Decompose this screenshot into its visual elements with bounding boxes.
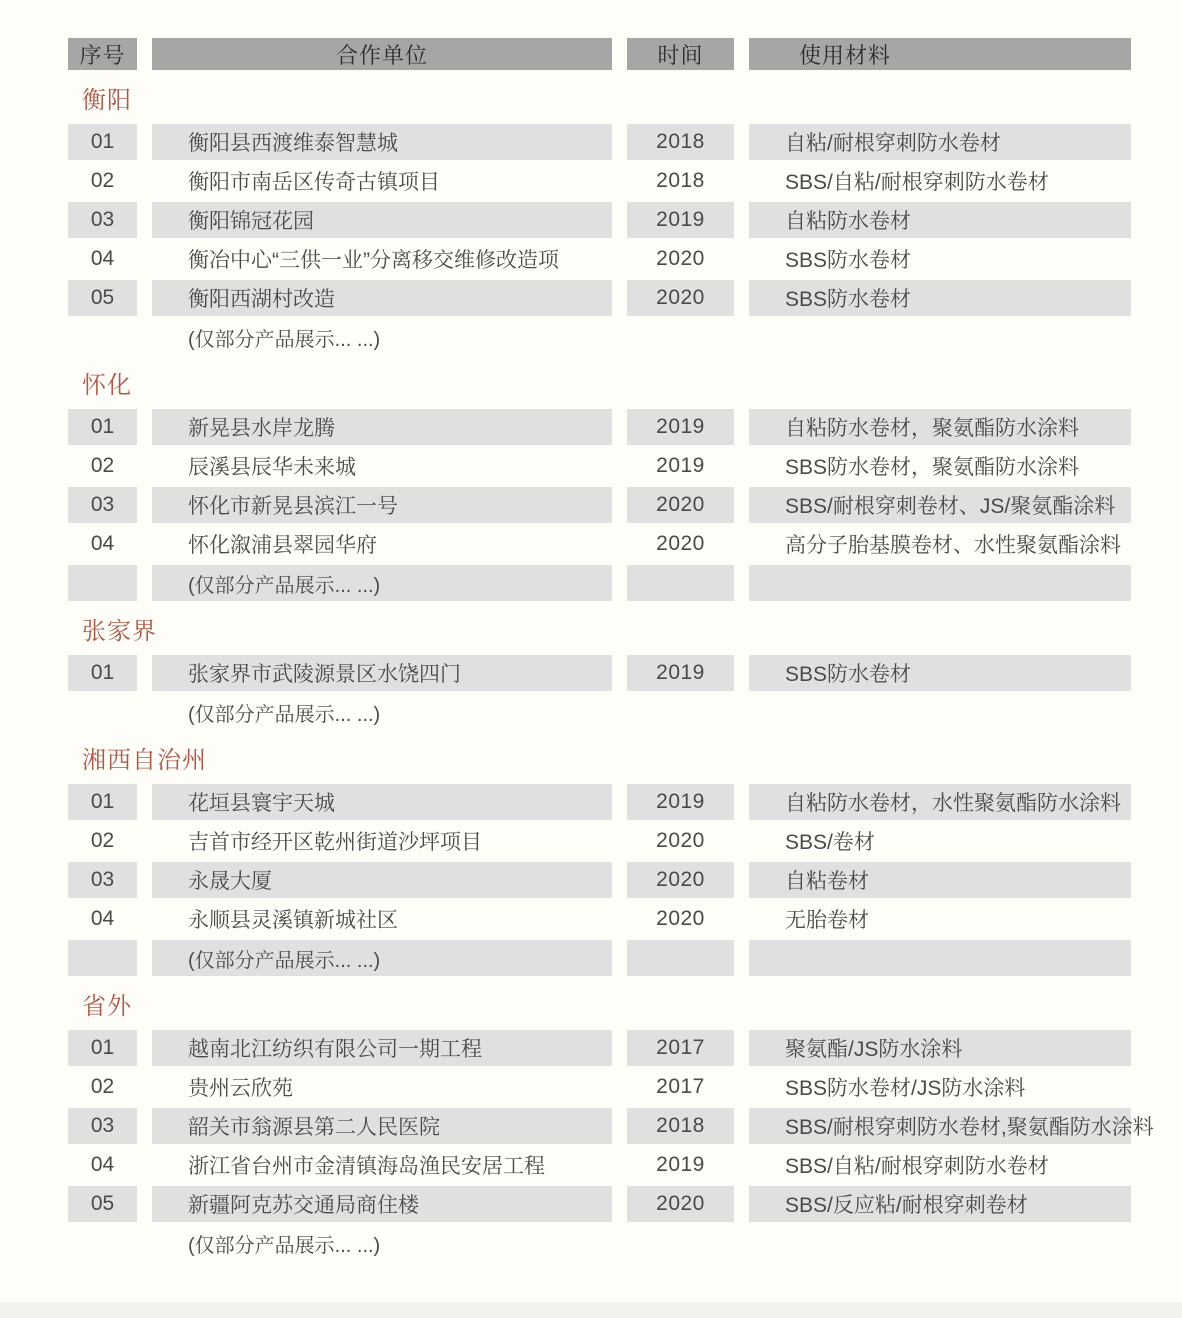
row-material xyxy=(749,1225,1131,1261)
row-name: 怀化市新晃县滨江一号 xyxy=(152,487,612,523)
row-material xyxy=(749,565,1131,601)
note-row xyxy=(68,1225,1141,1261)
section-rows xyxy=(68,784,1141,976)
row-year: 2020 xyxy=(656,247,705,270)
row-name: 衡阳西湖村改造 xyxy=(152,280,612,316)
row-no: 02 xyxy=(90,1075,115,1098)
row-name: 新疆阿克苏交通局商住楼 xyxy=(152,1186,612,1222)
row-no: 02 xyxy=(90,454,115,477)
row-year: 2018 xyxy=(627,1108,734,1144)
row-name: (仅部分产品展示... ...) xyxy=(188,1234,381,1257)
row-year: 2017 xyxy=(627,1030,734,1066)
row-year xyxy=(627,1225,734,1261)
row-year: 2020 xyxy=(656,532,705,555)
table-row xyxy=(68,124,1141,160)
row-no: 01 xyxy=(68,655,137,691)
table-row xyxy=(68,202,1141,238)
row-material: SBS/自粘/耐根穿刺防水卷材 xyxy=(785,171,1049,194)
row-name: 张家界市武陵源景区水饶四门 xyxy=(152,655,612,691)
table-row xyxy=(68,1147,1141,1183)
table-row xyxy=(68,784,1141,820)
row-year: 2020 xyxy=(627,280,734,316)
section-title: 省外 xyxy=(82,993,132,1020)
row-name: 新晃县水岸龙腾 xyxy=(152,409,612,445)
row-material: 自粘防水卷材，水性聚氨酯防水涂料 xyxy=(749,784,1131,820)
table-row xyxy=(68,655,1141,691)
row-no: 02 xyxy=(90,829,115,852)
row-name: 永顺县灵溪镇新城社区 xyxy=(188,909,398,932)
row-material: 无胎卷材 xyxy=(785,909,869,932)
note-row xyxy=(68,565,1141,601)
row-name: 吉首市经开区乾州街道沙坪项目 xyxy=(188,831,482,854)
note-row xyxy=(68,940,1141,976)
table-row xyxy=(68,487,1141,523)
row-material xyxy=(749,694,1131,730)
table-header-row xyxy=(68,38,1141,70)
row-no: 01 xyxy=(68,124,137,160)
row-material: SBS防水卷材 xyxy=(749,655,1131,691)
row-year: 2018 xyxy=(656,169,705,192)
row-material: 自粘防水卷材，聚氨酯防水涂料 xyxy=(749,409,1131,445)
row-year: 2019 xyxy=(656,1153,705,1176)
table-row xyxy=(68,1186,1141,1222)
row-name: 辰溪县辰华未来城 xyxy=(188,456,356,479)
section-rows xyxy=(68,409,1141,601)
note-row xyxy=(68,694,1141,730)
table-row xyxy=(68,862,1141,898)
row-name: 贵州云欣苑 xyxy=(188,1077,293,1100)
row-year: 2020 xyxy=(656,907,705,930)
note-row xyxy=(68,319,1141,355)
row-name: (仅部分产品展示... ...) xyxy=(152,940,612,976)
row-no: 01 xyxy=(68,1030,137,1066)
table-row xyxy=(68,280,1141,316)
row-no xyxy=(68,1225,137,1261)
row-material: SBS/卷材 xyxy=(785,831,875,854)
row-no: 03 xyxy=(68,487,137,523)
row-name: 永晟大厦 xyxy=(152,862,612,898)
row-no: 04 xyxy=(90,1153,115,1176)
row-name: (仅部分产品展示... ...) xyxy=(188,328,381,351)
table-row xyxy=(68,241,1141,277)
row-name: (仅部分产品展示... ...) xyxy=(152,565,612,601)
row-year: 2019 xyxy=(627,202,734,238)
header-cell-number: 序号 xyxy=(68,38,137,70)
row-no xyxy=(68,940,137,976)
row-year xyxy=(627,940,734,976)
table-row xyxy=(68,1069,1141,1105)
row-no: 05 xyxy=(68,280,137,316)
row-year: 2017 xyxy=(656,1075,705,1098)
row-year: 2020 xyxy=(627,1186,734,1222)
row-year: 2019 xyxy=(656,454,705,477)
row-material: SBS防水卷材/JS防水涂料 xyxy=(785,1077,1026,1100)
row-name: 衡阳市南岳区传奇古镇项目 xyxy=(188,171,440,194)
table-row xyxy=(68,448,1141,484)
table-row xyxy=(68,823,1141,859)
row-material: SBS防水卷材 xyxy=(785,249,912,272)
row-name: 浙江省台州市金清镇海岛渔民安居工程 xyxy=(188,1155,545,1178)
row-no: 01 xyxy=(68,409,137,445)
row-year: 2020 xyxy=(627,487,734,523)
row-no: 04 xyxy=(90,907,115,930)
row-material: 自粘防水卷材 xyxy=(749,202,1131,238)
section-rows xyxy=(68,655,1141,730)
section-title: 张家界 xyxy=(82,618,157,645)
row-no: 01 xyxy=(68,784,137,820)
row-name: 衡阳锦冠花园 xyxy=(152,202,612,238)
row-material: SBS防水卷材，聚氨酯防水涂料 xyxy=(785,456,1080,479)
sections xyxy=(68,87,1154,1261)
region-section xyxy=(68,993,1154,1261)
row-year xyxy=(627,565,734,601)
header-cell-time: 时间 xyxy=(627,38,734,70)
row-year: 2020 xyxy=(656,829,705,852)
region-section xyxy=(68,619,1141,730)
row-material: SBS/耐根穿刺防水卷材,聚氨酯防水涂料 xyxy=(749,1108,1131,1144)
region-section xyxy=(68,373,1141,601)
row-year xyxy=(627,319,734,355)
row-no: 02 xyxy=(90,169,115,192)
row-name: (仅部分产品展示... ...) xyxy=(188,703,381,726)
table-row xyxy=(68,1030,1141,1066)
row-year: 2018 xyxy=(627,124,734,160)
table-row xyxy=(68,901,1141,937)
section-title: 湘西自治州 xyxy=(82,747,207,774)
row-no xyxy=(68,694,137,730)
row-year: 2019 xyxy=(627,409,734,445)
row-name: 衡冶中心“三供一业”分离移交维修改造项 xyxy=(188,249,559,272)
row-name: 越南北江纺织有限公司一期工程 xyxy=(152,1030,612,1066)
row-year: 2020 xyxy=(627,862,734,898)
row-material: SBS/自粘/耐根穿刺防水卷材 xyxy=(785,1155,1049,1178)
row-no: 04 xyxy=(90,247,115,270)
row-material: 高分子胎基膜卷材、水性聚氨酯涂料 xyxy=(785,534,1121,557)
row-no: 05 xyxy=(68,1186,137,1222)
row-material: 自粘/耐根穿刺防水卷材 xyxy=(749,124,1131,160)
header-cell-partner: 合作单位 xyxy=(152,38,612,70)
region-section xyxy=(68,88,1141,355)
table-row xyxy=(68,1108,1154,1144)
row-year: 2019 xyxy=(627,655,734,691)
row-no: 04 xyxy=(90,532,115,555)
row-name: 衡阳县西渡维泰智慧城 xyxy=(152,124,612,160)
row-no: 03 xyxy=(68,202,137,238)
header-cell-material: 使用材料 xyxy=(749,38,1131,70)
footer-band xyxy=(0,1302,1182,1318)
section-title: 衡阳 xyxy=(82,87,132,114)
section-title: 怀化 xyxy=(82,372,132,399)
row-material xyxy=(749,319,1131,355)
section-rows xyxy=(68,1030,1154,1261)
row-name: 花垣县寰宇天城 xyxy=(152,784,612,820)
region-section xyxy=(68,748,1141,976)
row-material: SBS/耐根穿刺卷材、JS/聚氨酯涂料 xyxy=(749,487,1131,523)
row-no: 03 xyxy=(68,862,137,898)
row-name: 怀化溆浦县翠园华府 xyxy=(188,534,377,557)
table-row xyxy=(68,409,1141,445)
row-no: 03 xyxy=(68,1108,137,1144)
row-material: 自粘卷材 xyxy=(749,862,1131,898)
row-material: SBS/反应粘/耐根穿刺卷材 xyxy=(749,1186,1131,1222)
row-no xyxy=(68,319,137,355)
row-year: 2019 xyxy=(627,784,734,820)
table-row xyxy=(68,526,1141,562)
row-no xyxy=(68,565,137,601)
table-row xyxy=(68,163,1141,199)
row-material xyxy=(749,940,1131,976)
row-material: 聚氨酯/JS防水涂料 xyxy=(749,1030,1131,1066)
row-material: SBS防水卷材 xyxy=(749,280,1131,316)
section-rows xyxy=(68,124,1141,355)
row-name: 韶关市翁源县第二人民医院 xyxy=(152,1108,612,1144)
row-year xyxy=(627,694,734,730)
